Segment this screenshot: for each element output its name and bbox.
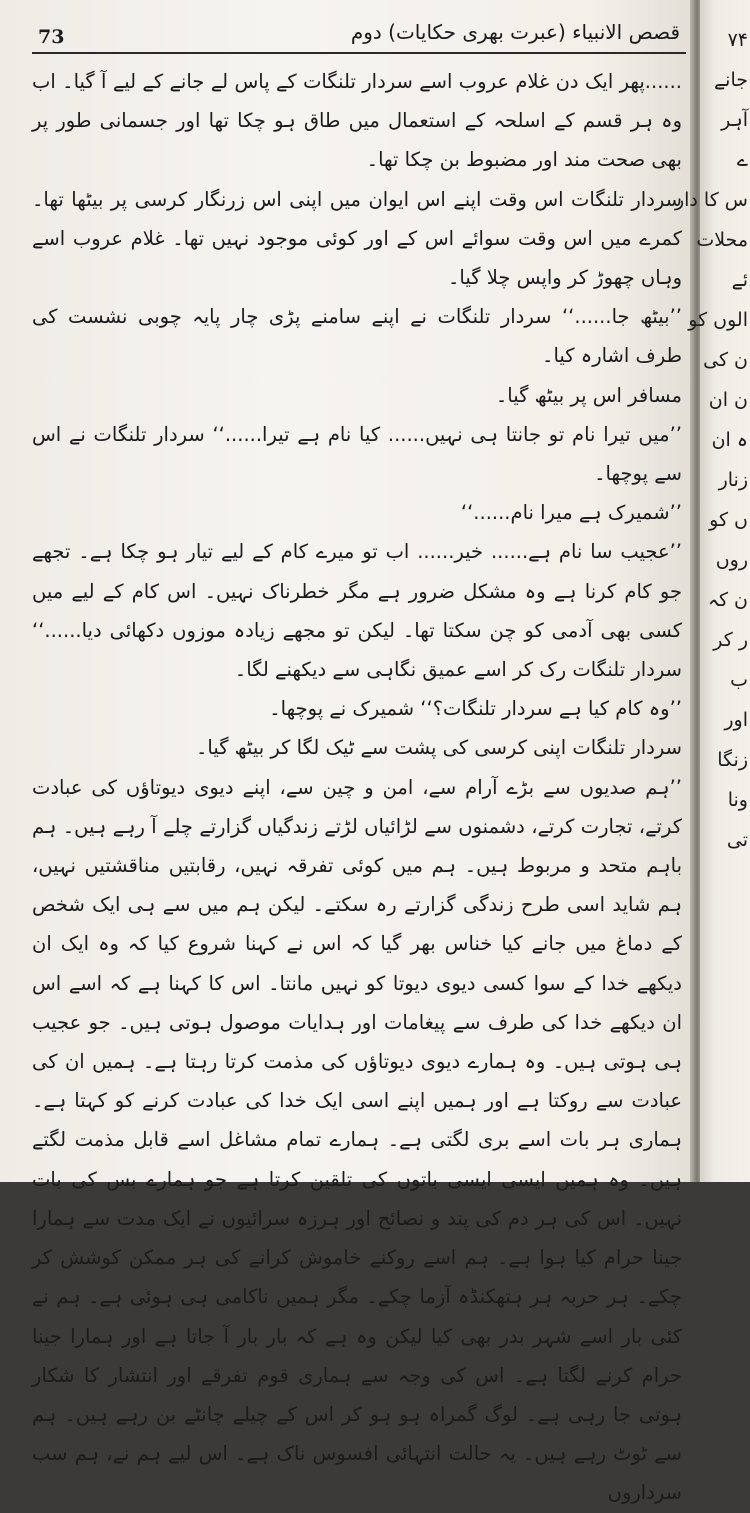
running-title: قصص الانبیاء (عبرت بھری حکایات) دوم bbox=[350, 20, 680, 44]
fragment: ونا bbox=[727, 789, 748, 811]
paragraph: ’’وہ کام کیا ہے سردار تلنگات؟‘‘ شمیرک نے پوچھا۔ bbox=[269, 697, 682, 721]
paragraph: مسافر اس پر بیٹھ گیا۔ bbox=[495, 383, 682, 407]
paragraph: ’’شمیرک ہے میرا نام......‘‘ bbox=[460, 501, 682, 525]
paragraph: ’’عجیب سا نام ہے...... خیر...... اب تو میرے کام کے لیے تیار ہو چکا ہے۔ تجھے جو کام کرنا ہے وہ مشکل ضرور ہے مگر خطرناک نہیں۔ اس کام کے لیے میں کسی بھی آدمی کو چن سکتا تھا۔ لیکن تو مجھے زیادہ موزوں دکھائی دیا......‘‘ سردار تلنگات رک کر اسے عمیق نگاہی سے دیکھنے لگا۔ bbox=[32, 540, 682, 682]
fragment: ن کہ bbox=[707, 589, 748, 611]
adjacent-page-edge bbox=[674, 0, 750, 1182]
fragment: س کا دار bbox=[674, 189, 748, 211]
fragment: ے bbox=[736, 149, 748, 171]
fragment: ۷۴ bbox=[727, 29, 748, 51]
fragment: آہر bbox=[721, 109, 748, 131]
fragment: ن ان bbox=[708, 389, 748, 411]
paragraph: ’’ہم صدیوں سے بڑے آرام سے، امن و چین سے، اپنے دیوی دیوتاؤں کی عبادت کرتے، تجارت کرتے، دشمنوں سے لڑائیاں لڑتے زندگیاں گزارتے چلے آ رہے ہیں۔ ہم باہم متحد و مربوط ہیں۔ ہم میں کوئی تفرقہ نہیں، رقابتیں مناقشتیں نہیں، ہم شاید اسی طرح زندگی گزارتے رہ سکتے۔ لیکن ہم میں سے ہی ایک شخص کے دماغ میں جانے کیا خناس بھر گیا کہ اس نے کہنا شروع کیا کہ وہ ایک ان دیکھے خدا کے سوا کسی دیوی دیوتا کو نہیں مانتا۔ اس کا کہنا ہے کہ اسے اس ان دیکھے خدا کی طرف سے پیغامات اور ہدایات موصول ہوتی ہیں۔ جو عجیب ہی ہوتی ہیں۔ وہ ہمارے دیوی دیوتاؤں کی مذمت کرتا رہتا ہے۔ ہمیں ان کی عبادت سے روکتا ہے اور ہمیں اپنے اسی ایک خدا کی عبادت کرنے کو کہتا ہے۔ ہماری ہر بات اسے بری لگتی ہے۔ ہمارے تمام مشاغل اسے قابل مذمت لگتے ہیں۔ وہ ہمیں ایسی ایسی باتوں کی تلقین کرتا ہے جو ہمارے بس کی بات نہیں۔ اس کی ہر دم کی پند و نصائح اور ہرزہ سرائیوں نے ایک مدت سے ہمارا جینا حرام کیا ہوا ہے۔ ہم اسے روکنے خاموش کرانے کی ہر ممکن کوشش کر چکے۔ ہر حربہ ہر ہتھکنڈہ آزما چکے۔ مگر ہمیں ناکامی ہی ہوئی ہے۔ ہم نے کئی بار اسے شہر بدر بھی کیا لیکن وہ ہے کہ بار بار آ جاتا ہے اور ہمارا جینا حرام کرنے لگتا ہے۔ اس کی وجہ سے ہماری قوم تفرقے اور انتشار کا شکار ہوتی جا رہی ہے۔ لوگ گمراہ ہو ہو کر اس کے چیلے چانٹے بن رہے ہیں۔ ہم سے ٹوٹ رہے ہیں۔ یہ حالت انتہائی افسوس ناک ہے۔ اس لیے ہم نے، ہم سب سرداروں bbox=[32, 775, 682, 1505]
fragment: تی bbox=[726, 829, 748, 851]
fragment: ہ ان bbox=[711, 429, 748, 451]
body-text bbox=[32, 62, 682, 1513]
fragment: اور bbox=[724, 709, 748, 731]
header-rule bbox=[32, 52, 686, 54]
adjacent-page-text bbox=[675, 20, 748, 860]
page-number: 73 bbox=[38, 26, 65, 48]
paragraph: سردار تلنگات اپنی کرسی کی پشت سے ٹیک لگا کر بیٹھ گیا۔ bbox=[195, 736, 682, 760]
fragment: روں bbox=[715, 549, 748, 571]
paragraph: ......پھر ایک دن غلام عروب اسے سردار تلنگات کے پاس لے جانے کے لیے آ گیا۔ اب وہ ہر قسم کے اسلحہ کے استعمال میں طاق ہو چکا تھا اور جسمانی طور پر بھی صحت مند اور مضبوط بن چکا تھا۔ bbox=[32, 70, 682, 172]
fragment: زنار bbox=[718, 469, 748, 491]
paragraph: سردار تلنگات اس وقت اپنے اس ایوان میں اپنی اس زرنگار کرسی پر بیٹھا تھا۔ کمرے میں اس وقت سوائے اس کے اور کوئی موجود نہیں تھا۔ غلام عروب اسے وہاں چھوڑ کر واپس چلا گیا۔ bbox=[32, 187, 682, 290]
paragraph: ’’بیٹھ جا......‘‘ سردار تلنگات نے اپنے سامنے پڑی چار پایہ چوبی نشست کی طرف اشارہ کیا۔ bbox=[32, 305, 682, 368]
fragment: ئے bbox=[731, 269, 748, 291]
fragment: ن کی bbox=[703, 349, 748, 371]
fragment: جانے bbox=[714, 69, 748, 91]
fragment: الوں کو bbox=[688, 309, 748, 331]
fragment: ب bbox=[730, 669, 748, 691]
fragment: زنگا bbox=[717, 749, 748, 771]
fragment: ں کو bbox=[709, 509, 748, 531]
fragment: ر کر bbox=[713, 629, 748, 651]
page-header bbox=[32, 20, 686, 54]
fragment: محلات bbox=[696, 229, 748, 251]
paragraph: ’’میں تیرا نام تو جانتا ہی نہیں...... کیا نام ہے تیرا......‘‘ سردار تلنگات نے اس سے پوچھا۔ bbox=[32, 422, 682, 486]
